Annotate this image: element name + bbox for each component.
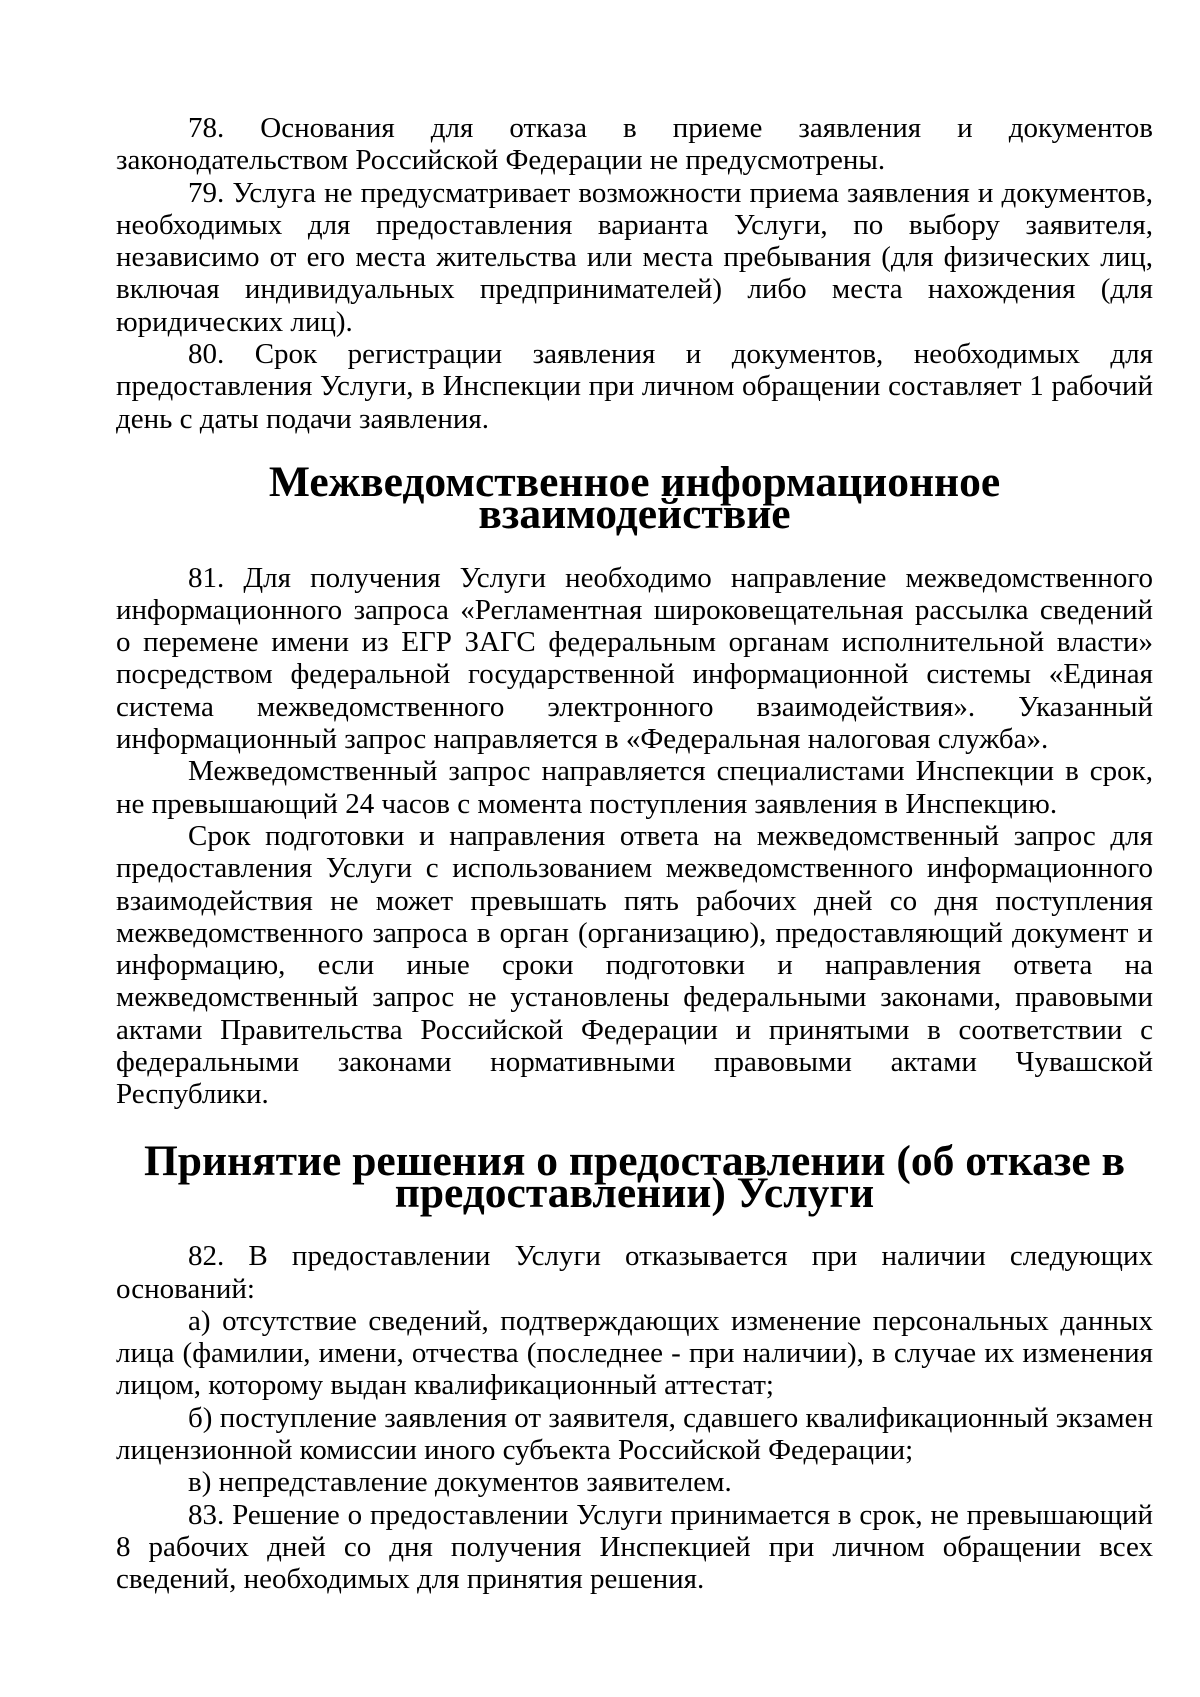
- section-heading-interagency: Межведомственное информационное взаимодействие: [268, 457, 1001, 539]
- paragraph-82-a: а) отсутствие сведений, подтверждающих изменение персональных данных лица (фамилии, имени, отчества (последнее - при наличии), в случае их изменения лицом, которому выдан квалификационный аттестат;: [116, 1304, 1153, 1402]
- section-heading-decision: Принятие решения о предоставлении (об отказе в предоставлении) Услуги: [143, 1136, 1126, 1217]
- paragraph-82-b: б) поступление заявления от заявителя, сдавшего квалификационный экзамен лицензионной комиссии иного субъекта Российской Федерации;: [116, 1401, 1153, 1466]
- paragraph-response-term: Срок подготовки и направления ответа на межведомственный запрос для предоставления Услуги с использованием межведомственного информационного взаимодействия не может превышать пять рабочих дней со дня поступления межведомственного запроса в орган (организацию), предоставляющий документ и информацию, если иные сроки подготовки и направления ответа на межведомственный запрос не установлены федеральными законами, правовыми актами Правительства Российской Федерации и принятыми в соответствии с федеральными законами нормативными правовыми актами Чувашской Республики.: [116, 819, 1153, 1111]
- paragraph-79: 79. Услуга не предусматривает возможности приема заявления и документов, необходимых для предоставления варианта Услуги, по выбору заявителя, независимо от его места жительства или места пребывания (для физических лиц, включая индивидуальных предпринимателей) либо места нахождения (для юридических лиц).: [116, 176, 1153, 338]
- paragraph-78: 78. Основания для отказа в приеме заявления и документов законодательством Российской Федерации не предусмотрены.: [116, 112, 1153, 177]
- document-page: [116, 112, 1153, 1595]
- paragraph-82: 82. В предоставлении Услуги отказывается при наличии следующих оснований:: [116, 1240, 1153, 1305]
- paragraph-80: 80. Срок регистрации заявления и документов, необходимых для предоставления Услуги, в Инспекции при личном обращении составляет 1 рабочий день с даты подачи заявления.: [116, 338, 1153, 435]
- paragraph-81: 81. Для получения Услуги необходимо направление межведомственного информационного запроса «Регламентная широковещательная рассылка сведений о перемене имени из ЕГР ЗАГС федеральным органам исполнительной власти» посредством федеральной государственной информационной системы «Единая система межведомственного электронного взаимодействия». Указанный информационный запрос направляется в «Федеральная налоговая служба».: [116, 561, 1153, 756]
- paragraph-interagency-request: Межведомственный запрос направляется специалистами Инспекции в срок, не превышающий 24 часов с момента поступления заявления в Инспекцию.: [116, 755, 1153, 820]
- paragraph-83: 83. Решение о предоставлении Услуги принимается в срок, не превышающий 8 рабочих дней со дня получения Инспекцией при личном обращении всех сведений, необходимых для принятия решения.: [116, 1498, 1153, 1596]
- paragraph-82-v: в) непредставление документов заявителем.: [188, 1466, 732, 1499]
